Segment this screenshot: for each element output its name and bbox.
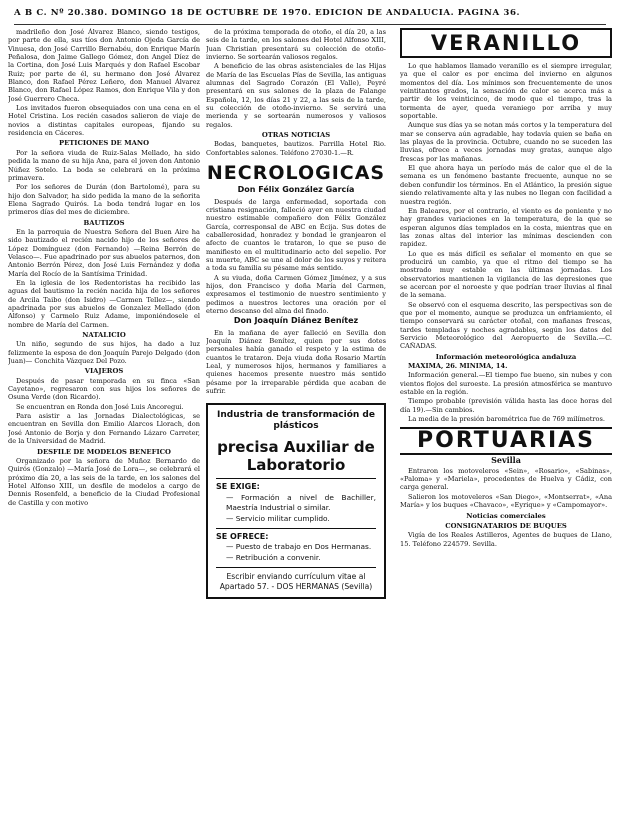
temperature-readout: MAXIMA, 26. MINIMA, 14. bbox=[408, 362, 508, 371]
obituary-name: Don Félix González García bbox=[237, 185, 355, 195]
ad-requirements-title: SE EXIGE: bbox=[216, 482, 260, 492]
paragraph: Lo que es más difícil es señalar el momento en que se producirá un cambio, ya que el ritmo del tiempo se ha mostrado muy estable en las últimas jornadas. Los observatorios mantienen la vigilancia de las depresiones que se acercan por el noroeste y que podrían traer lluvias al final de la semana. bbox=[400, 249, 612, 300]
paragraph: En Baleares, por el contrario, el viento es de poniente y no hay grandes variaciones en la temperatura, de la que se esperan algunos días templados en la costa, mientras que en las zonas altas del interior las mínimas descienden con rapidez. bbox=[400, 206, 612, 249]
paragraph: madrileño don José Álvarez Blanco, siendo testigos, por parte de ella, sus tíos don Antonio Ojeda García de Vinuesa, don José Carrillo Bernabéu, don Enrique Marín Peñalosa, don Jaime Gallego Gómez, don Angel Díez de la Cortina, don José Luis Marqués y don Rafael Escobar Ruiz; por parte de él, su hermano don José Álvarez Blanco, don Rafael Pérez Leñero, don Manuel Álvarez Blanco, don Rafael López Ramos, don Enrique Vila y don José Guerrero Checa. bbox=[8, 28, 200, 103]
paragraph: Se encuentran en Ronda don José Luis Ancoregui. bbox=[16, 402, 184, 411]
ad-offer: — Puesto de trabajo en Dos Hermanas. bbox=[226, 542, 372, 552]
column-weather-port bbox=[400, 28, 612, 818]
ad-company: Industria de transformación de plásticos bbox=[217, 410, 375, 432]
ad-headline: precisa Auxiliar de Laboratorio bbox=[217, 438, 375, 475]
paragraph: En la iglesia de los Redentoristas ha recibido las aguas del bautismo la recién nacida hija de los señores de Arcila Taibo (don Isidro) —Carmen Tellez—, siendo apadrinada por sus abuelos de Gonzalez Mellado (don Alfonso) y Carmelo Ruiz Adame, imponiéndosele el nombre de María del Carmen. bbox=[8, 278, 200, 329]
paragraph: En la mañana de ayer falleció en Sevilla don Joaquín Diánez Benítez, quien por sus dotes personales había ganado el respeto y la estima de cuantos le trataron. Deja viuda doña Rosario Martín Leal, y numerosos hijos, hermanos y familiares a quienes hacemos presente nuestro más sentido pésame por la irreparable pérdida que acaban de sufrir. bbox=[206, 328, 386, 396]
ad-divider bbox=[216, 528, 376, 529]
paragraph: Para asistir a las Jornadas Dialectológicas, se encuentran en Sevilla don Emilio Alarcos Llorach, don José Antonio de Borja y don Fernando Lázaro Carreter, de la Universidad de Madrid. bbox=[8, 412, 200, 446]
paragraph: A su viuda, doña Carmen Gómez Jiménez, y a sus hijos, don Francisco y doña María del Carmen, expresamos el testimonio de nuestro sentimiento y pedimos a nuestros lectores una oración por el eterno descanso del alma del finado. bbox=[206, 273, 386, 315]
paragraph: Después de pasar temporada en su finca «San Cayetano», regresaron con sus hijos los señores de Osuna Verde (don Ricardo). bbox=[8, 376, 200, 402]
ad-offer-title: SE OFRECE: bbox=[216, 531, 269, 541]
page-header: A B C. Nº 20.380. DOMINGO 18 DE OCTUBRE DE 1970. EDICION DE ANDALUCIA. PAGINA 36. bbox=[14, 8, 606, 25]
paragraph: Lo que hablamos llamado veranillo es el siempre irregular, ya que el calor es por encima del invierno en algunos momentos del día. Los mínimos son frecuentemente de unos veintitantos grados, la sensación de calor se acerca más a partir de los veinticinco, de modo que el tiempo, tras la tormenta de ayer, queda veraniego por arriba y muy soportable. bbox=[400, 62, 612, 121]
paragraph: Por los señores de Durán (don Bartolomé), para su hijo don Salvador, ha sido pedida la mano de la señorita Elena Sagrado Quirós. La boda tendrá lugar en los primeros días del mes de diciembre. bbox=[8, 183, 200, 217]
column-social bbox=[8, 28, 200, 818]
paragraph: Entraron los motoveleros «Sein», «Rosario», «Sabinas», «Paloma» y «Mariela», procedentes de Huelva y Cádiz, con carga general. bbox=[400, 466, 612, 492]
obituary-name: Don Joaquín Diánez Benítez bbox=[233, 316, 359, 326]
section-heading: DESFILE DE MODELOS BENEFICO bbox=[37, 447, 171, 456]
weather-title: VERANILLO bbox=[400, 28, 612, 58]
section-heading: OTRAS NOTICIAS bbox=[261, 131, 331, 140]
paragraph: Los invitados fueron obsequiados con una cena en el Hotel Cristina. Los recién casados salieron de viaje de novios a distintas capitales europeas, fijando su residencia en Cáceres. bbox=[8, 104, 200, 138]
section-heading: NATALICIO bbox=[82, 331, 126, 340]
paragraph: Organizado por la señora de Muñoz Bernardo de Quirós (Gonzalo) —María José de Lora—, se celebrará el próximo día 20, a las seis de la tarde, en los salones del Hotel Alfonso XIII, un desfile de modelos a cargo de Dennis Rosenfeld, a beneficio de la Ciudad Profesional de Castilla y con motivo bbox=[8, 456, 200, 507]
paragraph: Salieron los motoveleros «San Diego», «Montserrat», «Ana María» y los buques «Chavaco», «Eyrique» y «Campomayor». bbox=[400, 492, 612, 510]
port-city: Sevilla bbox=[491, 455, 521, 466]
paragraph: Un niño, segundo de sus hijos, ha dado a luz felizmente la esposa de don Joaquín Parejo Delgado (don Juan)— Conchita Vázquez Del Pozo. bbox=[8, 340, 200, 366]
ad-requirement: — Formación a nivel de Bachiller, Maestría Industrial o similar. bbox=[226, 492, 376, 512]
paragraph: de la próxima temporada de otoño, el día 20, a las seis de la tarde, en los salones del Hotel Alfonso XIII, Juan Christian presentará su colección de otoño-invierno. Se sortearán valiosos regalos. bbox=[206, 28, 386, 62]
column-notices bbox=[206, 28, 386, 818]
ad-divider bbox=[216, 478, 376, 479]
section-heading: VIAJEROS bbox=[84, 367, 124, 376]
paragraph: La media de la presión barométrica fue de 769 milímetros. bbox=[408, 415, 605, 424]
port-news-title: PORTUARIAS bbox=[400, 427, 612, 455]
paragraph: Aunque sus días ya se notan más cortos y la temperatura del mar se conserva aún agradable, hay todavía quien se baña en las playas de la provincia. Octubre, cuando no se suceden las lluvias, ofrece a veces jornadas muy gratas, aunque algo frescas por las mañanas. bbox=[400, 121, 612, 163]
paragraph: Bodas, banquetes, bautizos. Parrilla Hotel Rio. Confortables salones. Teléfono 27030-1.—R. bbox=[206, 140, 386, 157]
paragraph: Información general.—El tiempo fue bueno, sin nubes y con vientos flojos del suroeste. La presión atmosférica se mantuvo estable en la región. bbox=[400, 371, 612, 397]
ad-divider bbox=[216, 567, 376, 568]
paragraph: A beneficio de las obras asistenciales de las Hijas de María de las Escuelas Pías de Sevilla, las antiguas alumnas del Sagrado Corazón (El Valle), Peyré presentará en sus salones de la plaza de Falange Española, 12, los días 21 y 22, a las seis de la tarde, su colección de otoño-invierno. Se servirá una merienda y se sortearán numerosos y valiosos regalos. bbox=[206, 62, 386, 129]
section-heading: Noticias comerciales bbox=[466, 511, 546, 520]
section-heading: Información meteorológica andaluza bbox=[435, 352, 577, 361]
job-advertisement bbox=[206, 403, 386, 599]
section-heading: PETICIONES DE MANO bbox=[58, 139, 150, 148]
paragraph: Se observó con el esquema descrito, las perspectivas son de que por el momento, aunque se produzca un enfriamiento, el tiempo conservará su carácter otoñal, con mañanas frescas, tardes templadas y noches agradables, según los datos del Servicio Meteorológico del Aeropuerto de Sevilla.—C. CAÑADAS. bbox=[400, 300, 612, 351]
paragraph: Por la señora viuda de Ruiz-Salas Mellado, ha sido pedida la mano de su hija Ana, para el joven don Antonio Núñez Sotelo. La boda se celebrará en la próxima primavera. bbox=[8, 148, 200, 182]
section-heading: BAUTIZOS bbox=[83, 218, 125, 227]
section-heading: CONSIGNATARIOS DE BUQUES bbox=[445, 521, 567, 530]
paragraph: El que ahora haya un período más de calor que el de la semana es un fenómeno bastante frecuente, aunque no se deben confundir los términos. En el Atlántico, la presión sigue siendo relativamente alta y las nubes no llegan con facilidad a nuestra región. bbox=[400, 164, 612, 206]
ad-requirement: — Servicio militar cumplido. bbox=[226, 513, 330, 523]
ad-offer: — Retribución a convenir. bbox=[226, 553, 321, 563]
paragraph: Tiempo probable (previsión válida hasta las doce horas del día 19).—Sin cambios. bbox=[400, 397, 612, 414]
obituaries-title: NECROLOGICAS bbox=[206, 162, 386, 185]
paragraph: Vigía de los Reales Astilleros, Agentes de buques de Llano, 15. Teléfono 224579. Sevilla. bbox=[400, 531, 612, 548]
ad-contact: Escribir enviando currículum vitae al Apartado 57. - DOS HERMANAS (Sevilla) bbox=[219, 572, 373, 592]
paragraph: En la parroquia de Nuestra Señora del Buen Aire ha sido bautizado el recién nacido hijo de los señores de López Domínguez (don Fernando) —Reina Berrón de Velasco—. Fue apadrinado por sus abuelos paternos, don Antonio Berrón Pérez, don José Luis Fernández y doña María del Rocío de la Santísima Trinidad. bbox=[8, 227, 200, 278]
paragraph: Después de larga enfermedad, soportada con cristiana resignación, falleció ayer en nuestra ciudad nuestro estimable compañero don Félix González García, corresponsal de ABC en Écija. Sus dotes de caballerosidad, honradez y bondad le granjearon el afecto de cuantos le trataron, lo que se puso de manifiesto en el multitudinario acto del sepelio. Por su muerte, ABC se une al dolor de los suyos y reitera a toda su familia su pésame más sentido. bbox=[206, 197, 386, 273]
